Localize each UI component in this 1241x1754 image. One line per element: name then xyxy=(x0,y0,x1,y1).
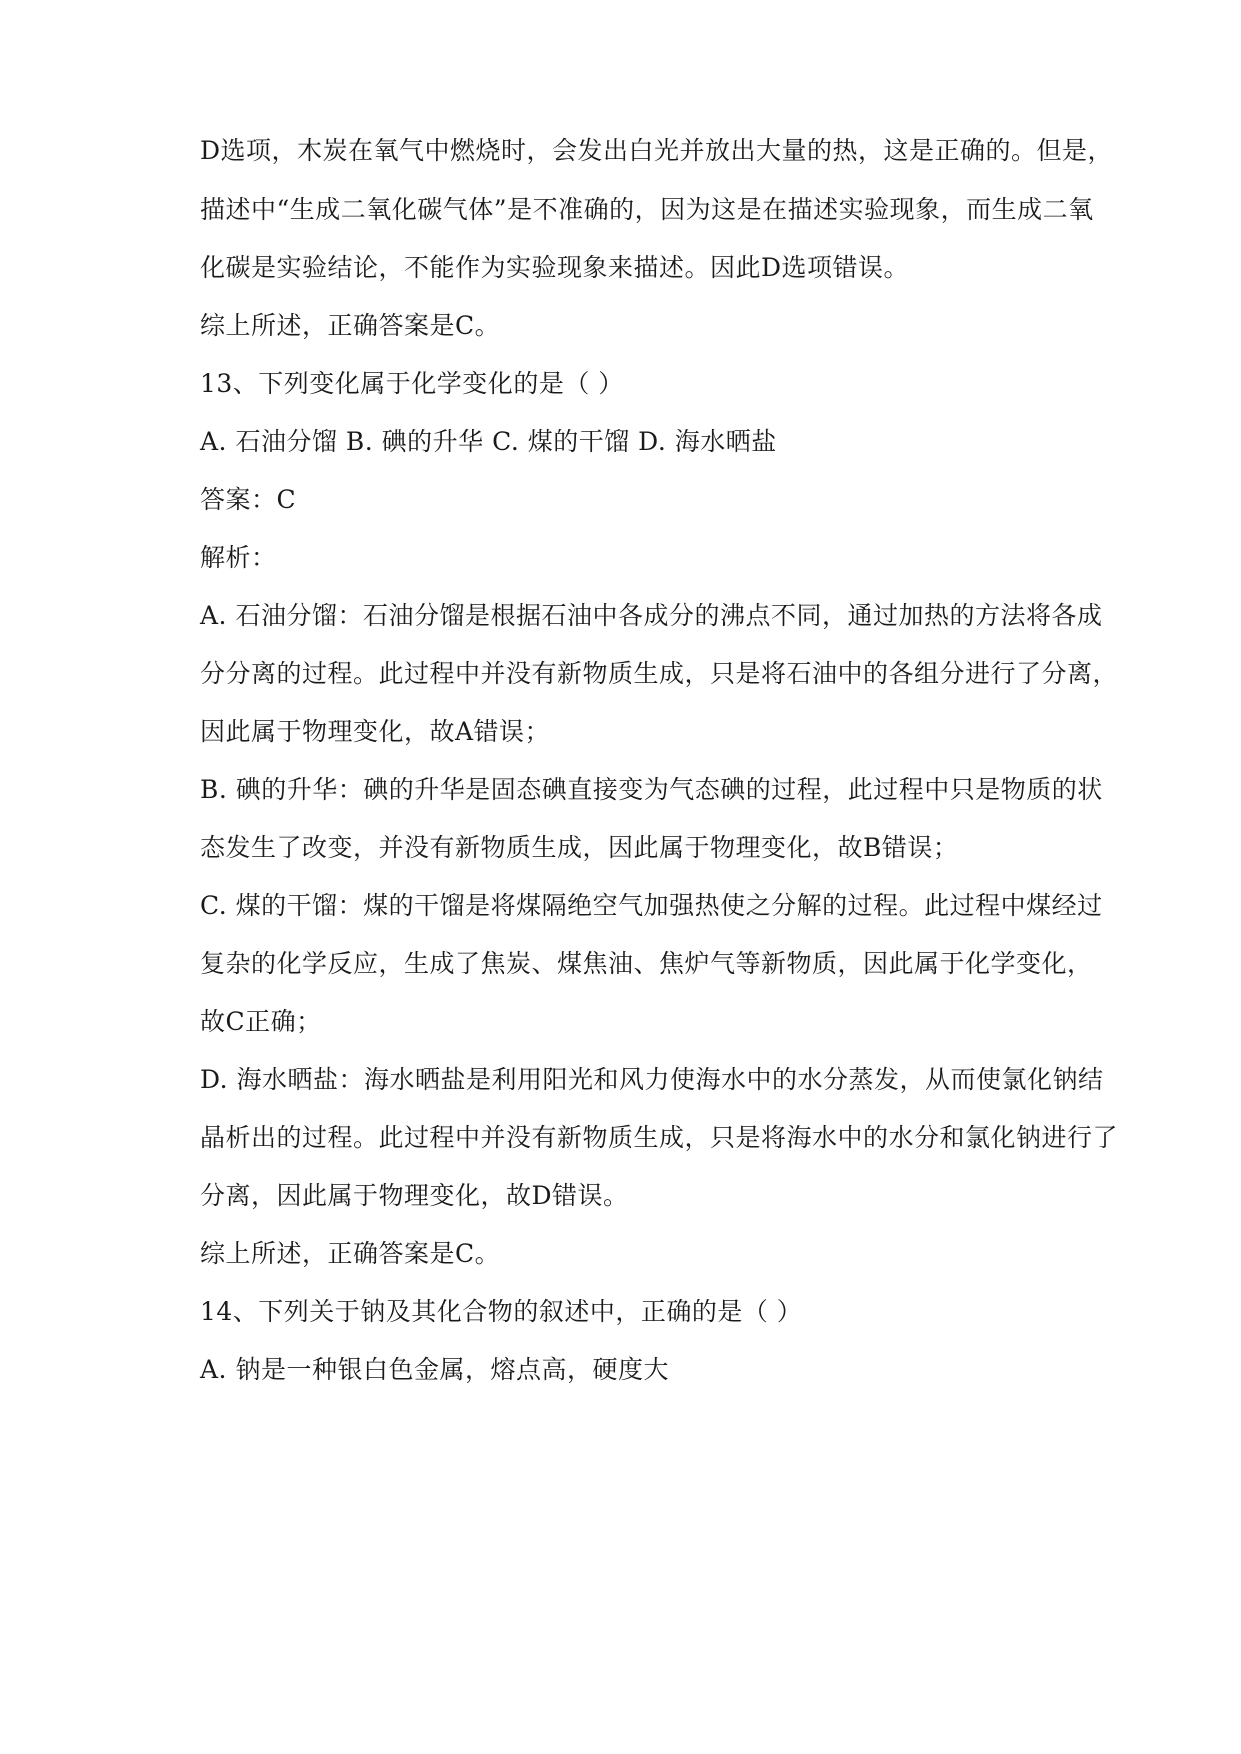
text-line: 综上所述，正确答案是C。 xyxy=(200,1239,501,1268)
text-line: 描述中“生成二氧化碳气体”是不准确的，因为这是在描述实验现象，而生成二氧 xyxy=(200,195,1094,224)
question-14-title: 14、下列关于钠及其化合物的叙述中，正确的是（ ） xyxy=(200,1297,803,1326)
text-line: D选项，木炭在氧气中燃烧时，会发出白光并放出大量的热，这是正确的。但是， xyxy=(200,136,1114,165)
text-line: 复杂的化学反应，生成了焦炭、煤焦油、焦炉气等新物质，因此属于化学变化， xyxy=(200,949,1093,978)
text-line: 分离，因此属于物理变化，故D错误。 xyxy=(200,1181,629,1210)
analysis-label: 解析： xyxy=(200,543,277,572)
text-line: 分分离的过程。此过程中并没有新物质生成，只是将石油中的各组分进行了分离， xyxy=(200,659,1119,688)
text-line: D. 海水晒盐：海水晒盐是利用阳光和风力使海水中的水分蒸发，从而使氯化钠结 xyxy=(200,1065,1104,1094)
text-line: 态发生了改变，并没有新物质生成，因此属于物理变化，故B错误； xyxy=(200,833,959,862)
question-14-option-a: A. 钠是一种银白色金属，熔点高，硬度大 xyxy=(200,1355,669,1384)
question-13-options: A. 石油分馏 B. 碘的升华 C. 煤的干馏 D. 海水晒盐 xyxy=(200,427,777,456)
text-line: A. 石油分馏：石油分馏是根据石油中各成分的沸点不同，通过加热的方法将各成 xyxy=(200,601,1103,630)
text-line: C. 煤的干馏：煤的干馏是将煤隔绝空气加强热使之分解的过程。此过程中煤经过 xyxy=(200,891,1103,920)
text-line: 综上所述，正确答案是C。 xyxy=(200,311,501,340)
text-line: B. 碘的升华：碘的升华是固态碘直接变为气态碘的过程，此过程中只是物质的状 xyxy=(200,775,1103,804)
text-line: 故C正确； xyxy=(200,1007,322,1036)
question-13-title: 13、下列变化属于化学变化的是（ ） xyxy=(200,369,624,398)
answer-label: 答案：C xyxy=(200,485,297,514)
text-line: 化碳是实验结论，不能作为实验现象来描述。因此D选项错误。 xyxy=(200,253,910,282)
text-line: 因此属于物理变化，故A错误； xyxy=(200,717,551,746)
text-line: 晶析出的过程。此过程中并没有新物质生成，只是将海水中的水分和氯化钠进行了 xyxy=(200,1123,1119,1152)
